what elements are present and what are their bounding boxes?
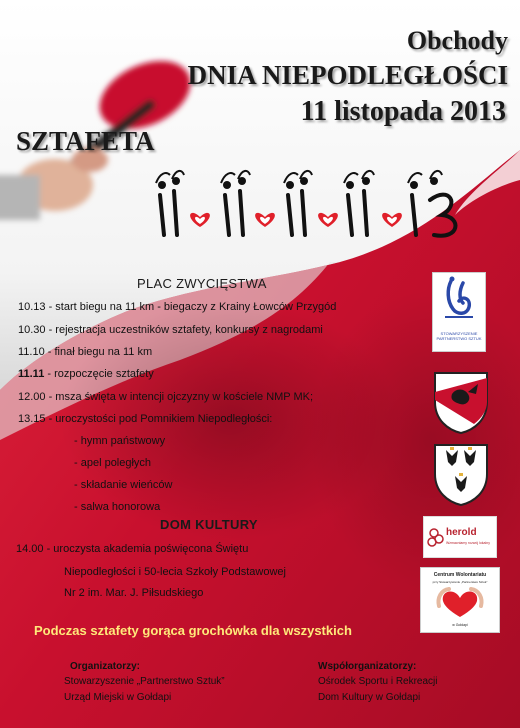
coorganizers-heading: Współorganizatorzy:	[318, 661, 417, 672]
herold-name: herold	[446, 527, 477, 538]
title-sztafeta: SZTAFETA	[16, 126, 155, 156]
plac-heading: PLAC ZWYCIĘSTWA	[137, 276, 267, 291]
partnerstwo-caption: STOWARZYSZENIE PARTNERSTWO SZTUK	[436, 331, 482, 341]
herold-tagline: Wzmacniamy rozwój lokalny	[446, 541, 490, 545]
partnerstwo-sztuk-logo	[432, 272, 486, 352]
ceremony-subitem: - apel poległych	[74, 457, 152, 469]
dom-kultury-heading: DOM KULTURY	[160, 517, 258, 532]
schedule-time: 11.11	[18, 368, 45, 380]
goldap-coat-of-arms-2	[432, 442, 490, 508]
herold-logo	[423, 516, 497, 558]
schedule-item: 11.10 - finał biegu na 11 km	[18, 346, 153, 358]
heart-hands-icon	[435, 586, 485, 620]
schedule-item: 10.30 - rejestracja uczestników sztafety, konkursy z nagrodami	[18, 324, 323, 336]
centrum-subtitle: przy Stowarzyszeniu „Partnerstwo Sztuk”	[432, 580, 488, 584]
schedule-item: 13.15 - uroczystości pod Pomnikiem Niepodległości:	[18, 413, 273, 425]
dom-kultury-line: Nr 2 im. Mar. J. Piłsudskiego	[64, 587, 204, 599]
goldap-coat-of-arms-1	[432, 370, 490, 436]
soup-note: Podczas sztafety gorąca grochówka dla wszystkich	[34, 623, 352, 638]
coorganizer-name: Dom Kultury w Gołdapi	[318, 692, 421, 703]
organizer-name: Urząd Miejski w Gołdapi	[64, 692, 172, 703]
title-obchody: Obchody	[406, 26, 508, 55]
dom-kultury-line: Niepodległości i 50-lecia Szkoły Podstawowej	[64, 566, 286, 578]
dom-kultury-line: 14.00 - uroczysta akademia poświęcona Świętu	[16, 543, 249, 555]
schedule-item: 12.00 - msza święta w intencji ojczyzny w kościele NMP MK;	[18, 391, 314, 403]
coorganizer-name: Ośrodek Sportu i Rekreacji	[318, 676, 438, 687]
centrum-title: Centrum Wolontariatu	[433, 572, 487, 578]
title-dnia-niepodleglosci: DNIA NIEPODLEGŁOŚCI	[187, 60, 508, 90]
schedule-item	[18, 368, 154, 380]
schedule-text: - rozpoczęcie sztafety	[44, 368, 154, 380]
organizer-name: Stowarzyszenie „Partnerstwo Sztuk”	[64, 676, 225, 687]
centrum-place: w Gołdapi	[452, 623, 468, 627]
ceremony-subitem: - salwa honorowa	[74, 501, 161, 513]
runners-date-graphic	[150, 165, 480, 245]
ceremony-subitem: - hymn państwowy	[74, 435, 166, 447]
centrum-wolontariatu-logo	[420, 567, 500, 633]
ceremony-subitem: - składanie wieńców	[74, 479, 173, 491]
organizers-heading: Organizatorzy:	[70, 661, 141, 672]
schedule-item: 10.13 - start biegu na 11 km - biegaczy z Krainy Łowców Przygód	[18, 301, 337, 313]
title-date: 11 listopada 2013	[300, 96, 506, 127]
partnerstwo-sztuk-symbol	[433, 273, 485, 331]
